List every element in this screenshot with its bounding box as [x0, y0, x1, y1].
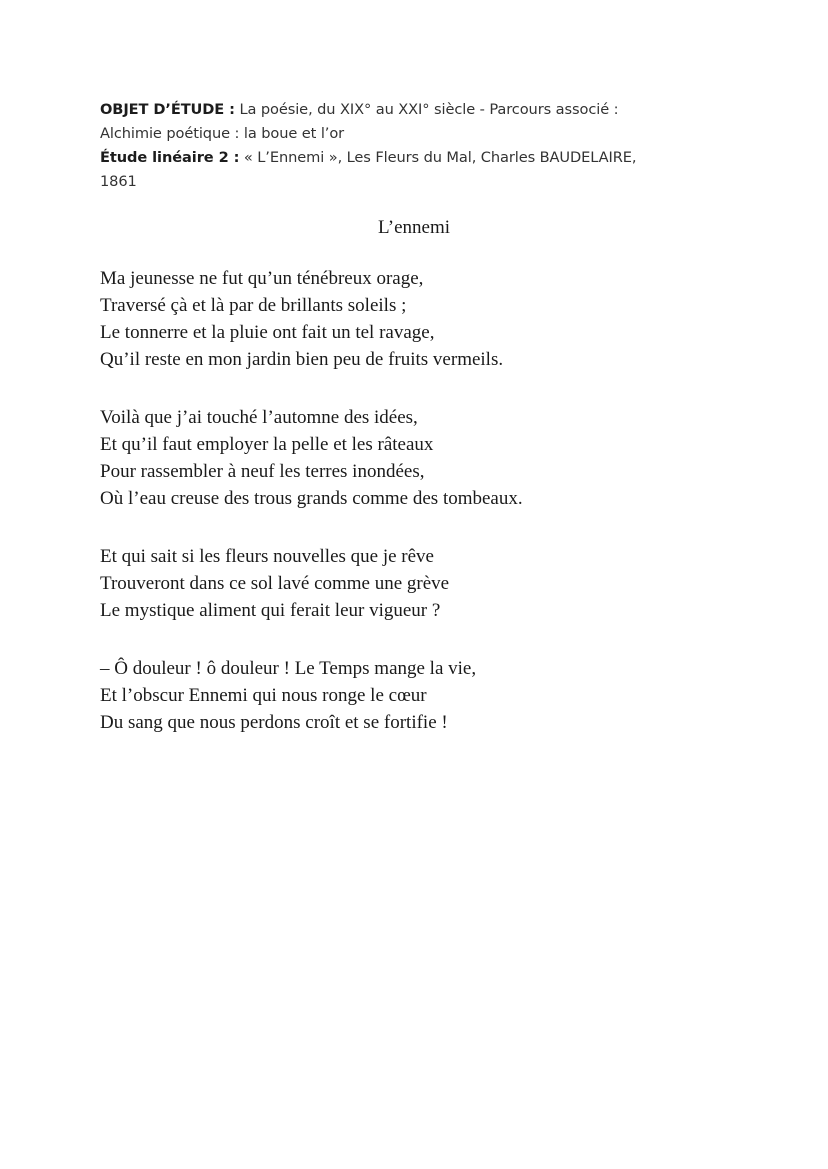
object-of-study-text: La poésie, du XIX° au XXI° siècle - Parcours associé : [234, 101, 619, 118]
verse-line: Le mystique aliment qui ferait leur vigueur ? [100, 600, 441, 621]
verse-line: Le tonnerre et la pluie ont fait un tel ravage, [100, 322, 435, 343]
verse-line: Et qui sait si les fleurs nouvelles que je rêve [100, 546, 434, 567]
linear-study-label: Étude linéaire 2 : [100, 149, 240, 166]
verse-line: Et l’obscur Ennemi qui nous ronge le cœur [100, 685, 427, 706]
verse-line: Et qu’il faut employer la pelle et les râteaux [100, 434, 434, 455]
verse-line: Où l’eau creuse des trous grands comme des tombeaux. [100, 488, 523, 509]
verse-line: Ma jeunesse ne fut qu’un ténébreux orage, [100, 268, 424, 289]
header-line-3 [100, 146, 740, 170]
stanza [100, 655, 523, 736]
stanza [100, 543, 523, 624]
verse-line: – Ô douleur ! ô douleur ! Le Temps mange la vie, [100, 658, 477, 679]
stanza [100, 265, 523, 373]
verse-line: Pour rassembler à neuf les terres inondées, [100, 461, 425, 482]
document-header [100, 98, 740, 194]
verse-line: Traversé çà et là par de brillants soleils ; [100, 295, 407, 316]
poem-body [100, 265, 523, 767]
linear-study-text: « L’Ennemi », Les Fleurs du Mal, Charles BAUDELAIRE, [239, 149, 637, 166]
verse-line: Trouveront dans ce sol lavé comme une grève [100, 573, 450, 594]
poem-title: L’ennemi [377, 217, 451, 238]
stanza [100, 404, 523, 512]
verse-line: Du sang que nous perdons croît et se fortifie ! [100, 712, 448, 733]
header-line-1 [100, 98, 740, 122]
verse-line: Voilà que j’ai touché l’automne des idées, [100, 407, 418, 428]
header-line-4: 1861 [100, 173, 137, 190]
verse-line: Qu’il reste en mon jardin bien peu de fruits vermeils. [100, 349, 504, 370]
object-of-study-label: OBJET D’ÉTUDE : [100, 101, 235, 118]
header-line-2: Alchimie poétique : la boue et l’or [100, 125, 345, 142]
